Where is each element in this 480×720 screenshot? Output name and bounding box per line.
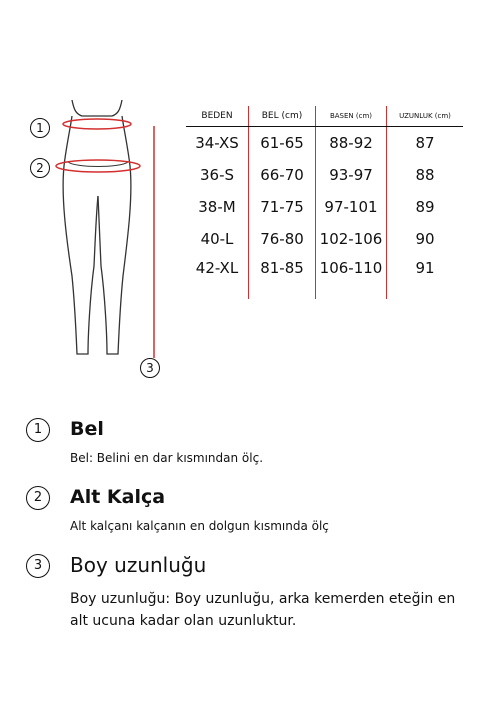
- cell-basen: 97-101: [316, 191, 387, 223]
- cell-uzunluk: 90: [415, 230, 435, 248]
- left-leg-outline: [63, 116, 98, 354]
- legend-number-2: 2: [26, 486, 50, 510]
- cell-uzunluk: 87: [415, 134, 435, 152]
- cell-bel: 61-65: [249, 127, 316, 160]
- cell-basen: 102-106: [316, 223, 387, 255]
- torso-outline: [72, 100, 122, 116]
- cell-uzunluk: 89: [415, 198, 435, 216]
- leggings-figure: [28, 96, 168, 386]
- legend-title-bel: Bel: [70, 418, 104, 440]
- cell-bel: 66-70: [249, 159, 316, 191]
- legend-desc-boy-uzunlugu: Boy uzunluğu: Boy uzunluğu, arka kemerden eteğin en alt ucuna kadar olan uzunluktur.: [70, 591, 456, 629]
- body-outline-illustration: [28, 96, 168, 386]
- right-leg-outline: [98, 116, 131, 354]
- cell-bel: 81-85: [249, 255, 316, 299]
- hip-seam: [68, 162, 128, 167]
- cell-size: 34-XS: [186, 127, 249, 160]
- marker-3: 3: [140, 358, 160, 378]
- legend-title-boy-uzunlugu: Boy uzunluğu: [70, 553, 207, 577]
- cell-bel: 76-80: [249, 223, 316, 255]
- cell-size: 36-S: [186, 159, 249, 191]
- header-basen: BASEN (cm): [316, 106, 387, 127]
- cell-bel: 71-75: [249, 191, 316, 223]
- table-header-row: [186, 106, 463, 127]
- legend-boy-uzunlugu: [26, 554, 466, 634]
- table-row: [186, 255, 463, 299]
- cell-size: 40-L: [186, 223, 249, 255]
- marker-1: 1: [30, 118, 50, 138]
- header-uzunluk: UZUNLUK (cm): [387, 106, 464, 127]
- legend-desc-bel: Bel: Belini en dar kısmından ölç.: [70, 451, 264, 465]
- header-bel: BEL (cm): [249, 106, 316, 127]
- legend-desc-alt-kalca: Alt kalçanı kalçanın en dolgun kısmında ölç: [70, 519, 329, 533]
- legend-title-alt-kalca: Alt Kalça: [70, 486, 166, 508]
- table-row: [186, 191, 463, 223]
- marker-2: 2: [30, 158, 50, 178]
- legend-number-3: 3: [26, 554, 50, 578]
- table-row: [186, 159, 463, 191]
- cell-size: 38-M: [186, 191, 249, 223]
- cell-uzunluk: 88: [415, 166, 435, 184]
- header-beden: BEDEN: [186, 106, 249, 127]
- table-row: [186, 127, 463, 160]
- waist-measure-line: [63, 119, 131, 129]
- cell-basen: 88-92: [316, 127, 387, 160]
- legend-alt-kalca: [26, 486, 466, 546]
- cell-uzunluk: 91: [415, 259, 435, 277]
- legend-number-1: 1: [26, 418, 50, 442]
- size-table: [186, 106, 463, 299]
- legend-bel: [26, 418, 466, 478]
- cell-size: 42-XL: [186, 255, 249, 299]
- cell-basen: 106-110: [316, 255, 387, 299]
- table-row: [186, 223, 463, 255]
- cell-basen: 93-97: [316, 159, 387, 191]
